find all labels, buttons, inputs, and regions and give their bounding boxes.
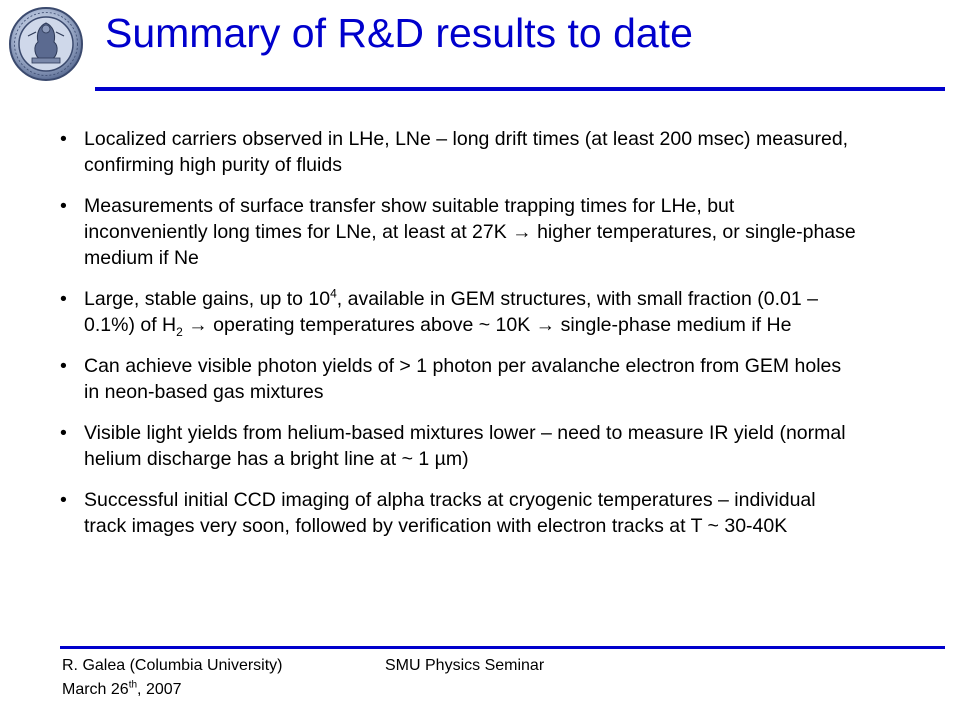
text-run: Large, stable gains, up to 10 xyxy=(84,288,331,310)
bullet-item xyxy=(60,126,860,178)
subscript: 2 xyxy=(176,324,183,339)
bullet-dot-icon: • xyxy=(60,355,67,377)
bullet-dot-icon: • xyxy=(60,489,67,511)
text-run: Measurements of surface transfer show suitable trapping times for LHe, but inconveniently long times for LNe, at least at 27K → higher temperatures, or single-phase medium if Ne xyxy=(84,195,856,269)
bullet-dot-icon: • xyxy=(60,128,67,150)
footer-divider xyxy=(60,646,945,649)
bullet-list xyxy=(60,126,860,554)
bullet-dot-icon: • xyxy=(60,422,67,444)
text-run: Can achieve visible photon yields of > 1 photon per avalanche electron from GEM holes in neon-based gas mixtures xyxy=(84,355,842,403)
footer-date-sup: th xyxy=(128,679,138,691)
footer-author-block xyxy=(62,654,283,702)
superscript: 4 xyxy=(330,286,337,301)
text-run: Successful initial CCD imaging of alpha tracks at cryogenic temperatures – individual track images very soon, followed by verification with electron tracks at T ~ 30-40K xyxy=(84,489,816,537)
bullet-text xyxy=(84,422,846,470)
title-divider xyxy=(95,87,945,91)
bullet-item xyxy=(60,420,860,472)
bullet-text xyxy=(84,128,848,176)
text-run: , available in GEM structures, with small fraction (0.01 – 0.1%) of H xyxy=(84,288,818,336)
footer-date-suffix: , 2007 xyxy=(137,681,182,698)
text-run: Localized carriers observed in LHe, LNe – long drift times (at least 200 msec) measured, confirming high purity of fluids xyxy=(84,128,849,176)
footer-event: SMU Physics Seminar xyxy=(385,657,545,674)
bullet-item xyxy=(60,487,860,539)
text-run: → operating temperatures above ~ 10K → single-phase medium if He xyxy=(182,314,792,336)
bullet-dot-icon: • xyxy=(60,195,67,217)
bullet-text xyxy=(84,195,856,269)
bullet-text xyxy=(84,286,818,339)
bullet-item xyxy=(60,193,860,271)
university-seal-icon xyxy=(8,6,84,82)
bullet-item xyxy=(60,286,860,338)
footer-date xyxy=(62,678,283,702)
footer-date-prefix: March 26 xyxy=(62,681,129,698)
bullet-text xyxy=(84,489,816,537)
footer-author: R. Galea (Columbia University) xyxy=(62,657,283,674)
bullet-dot-icon: • xyxy=(60,288,67,310)
bullet-text xyxy=(84,355,841,403)
bullet-item xyxy=(60,353,860,405)
text-run: Visible light yields from helium-based mixtures lower – need to measure IR yield (normal helium discharge has a bright line at ~ 1 µm) xyxy=(84,422,846,470)
slide-title: Summary of R&D results to date xyxy=(105,10,693,56)
